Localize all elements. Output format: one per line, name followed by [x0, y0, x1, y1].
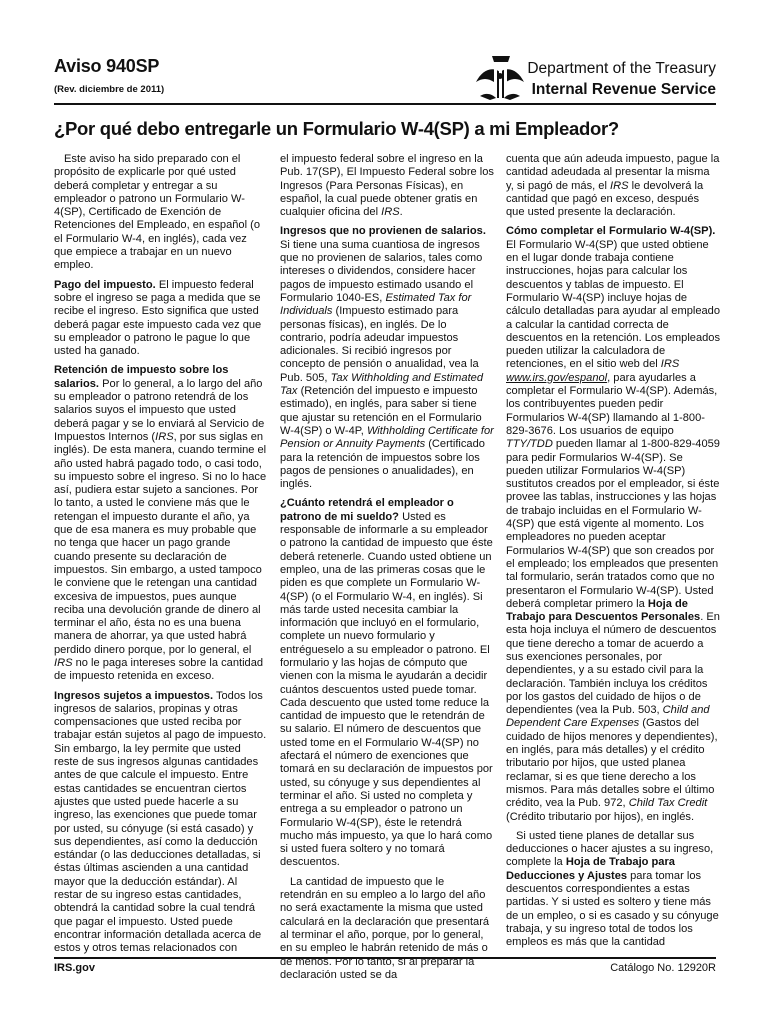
paragraph: La cantidad de impuesto que le retendrán en su empleo a lo largo del año no será exactamente la misma que usted calculará en la declaración que presentará al terminar el año, porque, por lo general, en su empleo le habrán retenido de más o de menos. Por lo tanto, si al preparar la declaración usted se da: [280, 875, 490, 981]
notice-title: Aviso 940SP: [54, 56, 160, 76]
paragraph: Ingresos sujetos a impuestos. Todos los ingresos de salarios, propinas y otras compensaciones que usted reciba por trabajar están sujetos al pago de impuesto. Sin embargo, la ley permite que usted reste de sus ingresos algunas cantidades antes de que calcule el impuesto. Entre estas cantidades se encuentran ciertos ajustes que usted puede hacerle a su ingreso, las exenciones que puede tomar por usted, su cónyuge (si está casado) y sus dependientes, así como la deducción estándar (o las deducciones detalladas, si éstas últimas ascienden a una cantidad mayor que la deducción estándar). Al restar de su ingreso estas cantidades, obtendrá la cantidad sobre la cual tendrá que pagar el impuesto. Usted puede encontrar información detallada acerca de estos y otros temas relacionados con: [54, 689, 267, 955]
section-heading: ¿Cuánto retendrá el empleador o patrono de mi sueldo?: [280, 497, 454, 523]
section-heading: Ingresos que no provienen de salarios.: [280, 225, 486, 238]
header-divider: [54, 103, 716, 105]
irs-eagle-logo-icon: [472, 52, 528, 104]
section-heading: Retención de impuesto sobre los salarios.: [54, 364, 229, 390]
section-heading: Pago del impuesto.: [54, 278, 156, 291]
irs-label: Internal Revenue Service: [531, 81, 716, 98]
revision-date: (Rev. diciembre de 2011): [54, 84, 165, 95]
paragraph: Ingresos que no provienen de salarios. Si tiene una suma cuantiosa de ingresos que no provienen de salarios, tales como intereses o dividendos, considere hacer pagos de impuesto estimado usando el Formulario 1040-ES, Estimated Tax for Individuals (Impuesto estimado para personas físicas), en inglés. De lo contrario, podría adeudar impuestos adicionales. Si recibió ingresos por concepto de pensión o anualidad, vea la Pub. 505, Tax Withholding and Estimated Tax (Retención del impuesto e impuesto estimado), en inglés, para saber si tiene que ajustar su retención en el Formulario W-4(SP) o W-4P, Withholding Certificate for Pension or Annuity Payments (Certificado para la retención de impuestos sobre los pagos de pensiones o anualidades), en inglés.: [280, 225, 494, 491]
text-column-1: [54, 153, 268, 962]
paragraph: Pago del impuesto. El impuesto federal sobre el ingreso se paga a medida que se recibe el ingreso. Esto significa que usted deberá pagar este impuesto cada vez que su empleador o patrono le pague lo que usted ha ganado.: [54, 278, 262, 358]
irs-website-link[interactable]: www.irs.gov/espanol: [506, 371, 608, 384]
section-heading: Ingresos sujetos a impuestos.: [54, 689, 214, 702]
issuing-agency: [527, 58, 716, 100]
paragraph: ¿Cuánto retendrá el empleador o patrono de mi sueldo? Usted es responsable de informarle a su empleador o patrono la cantidad de impuesto que éste deberá retenerle. Cuando usted obtiene un empleo, una de las primeras cosas que le piden es que complete un Formulario W-4(SP) (o el Formulario W-4, en inglés). Si más tarde usted necesita cambiar la información que incluyó en el formulario, complete un nuevo formulario y entrégueselo a su empleador o patrono. El formulario y las hojas de cómputo que vienen con la misma le ayudarán a decidir cuántos descuentos usted puede tomar. Cada descuento que usted tome reduce la cantidad de impuesto que le retendrán de su salario. El número de descuentos que usted tome en el Formulario W-4(SP) no afectará el número de exenciones que tomará en su declaración de impuestos por usted, su cónyuge y sus dependientes al terminar el año. Si usted no completa y entrega a su empleador o patrono un Formulario W-4(SP), éste le retendrá mucho más impuesto, ya que lo hará como si usted fuera soltero y no tomará descuentos.: [280, 497, 493, 869]
catalog-number: Catálogo No. 12920R: [610, 962, 716, 974]
paragraph: Retención de impuesto sobre los salarios. Por lo general, a lo largo del año su empleador o patrono retendrá de los salarios suyos el impuesto que usted deberá pagar y se lo enviará al Servicio de Impuestos Internos (IRS, por sus siglas en inglés). De esta manera, cuando termine el año usted habrá pagado todo, o casi todo, su impuesto sobre el ingreso. Si no lo hace así, pudiera estar sujeto a sanciones. Por lo tanto, a usted le conviene más que le retengan el impuesto durante el año, ya que de esa manera es muy probable que no tenga que hacer un pago grande cuando presente su declaración de impuestos. Sin embargo, a usted tampoco le conviene que le retengan una cantidad excesiva de impuestos, pues aunque reciba una devolución grande de dinero al terminar el año, ésta no es una buena manera de ahorrar, ya que usted habrá perdido dinero porque, por lo general, el IRS no le paga intereses sobre la cantidad de impuesto retenida en exceso.: [54, 364, 267, 683]
section-heading: Cómo completar el Formulario W-4(SP).: [506, 225, 716, 238]
footer-divider: [54, 957, 716, 959]
dept-treasury-label: Department of the Treasury: [527, 60, 716, 77]
paragraph: el impuesto federal sobre el ingreso en la Pub. 17(SP), El Impuesto Federal sobre los Ingresos (Para Personas Físicas), en español, la cual puede obtener gratis en cualquier oficina del IRS.: [280, 153, 494, 219]
paragraph: Este aviso ha sido preparado con el propósito de explicarle por qué usted deberá completar y entregar a su empleador o patrono un Formulario W-4(SP), Certificado de Exención de Retenciones del Empleado, en español (o el Formulario W-4, en inglés), cada vez que empiece a trabajar en un nuevo empleo.: [54, 153, 260, 272]
paragraph: Si usted tiene planes de detallar sus deducciones o hacer ajustes a su ingreso, complete la Hoja de Trabajo para Deducciones y Ajustes para tomar los descuentos correspondientes a estas partidas. Y si usted es soltero y tiene más de un empleo, o si es casado y su cónyuge trabaja, y su ingreso total de todos los empleos es más que la cantidad: [506, 829, 719, 949]
paragraph: cuenta que aún adeuda impuesto, pague la cantidad adeudada al presentar la misma y, si pagó de más, el IRS le devolverá la cantidad que pagó en exceso, después que usted presente la declaración.: [506, 153, 720, 219]
page-headline: ¿Por qué debo entregarle un Formulario W-4(SP) a mi Empleador?: [54, 118, 619, 139]
footer-website: IRS.gov: [54, 962, 95, 974]
text-column-2: [280, 153, 494, 988]
text-column-3: [506, 153, 720, 956]
paragraph: Cómo completar el Formulario W-4(SP). El Formulario W-4(SP) que usted obtiene en el lugar donde trabaja contiene instrucciones, hojas para calcular los descuentos y tablas de impuesto. El Formulario W-4(SP) incluye hojas de cálculo detalladas para ayudar al empleado a calcular la cantidad correcta de descuentos en la retención. Los empleados pueden utilizar la calculadora de retenciones, en el sitio web del IRS www.irs.gov/espanol, para ayudarles a completar el Formulario W-4(SP). Además, los contribuyentes pueden pedir Formularios W-4(SP) llamando al 1-800-829-3676. Los usuarios de equipo TTY/TDD pueden llamar al 1-800-829-4059 para pedir Formularios W-4(SP). Se pueden utilizar Formularios W-4(SP) sustitutos creados por el empleador, si éste provee las tablas, instrucciones y las hojas de trabajo incluidas en el Formulario W-4(SP) que está vigente al momento. Los empleadores no pueden aceptar Formularios W-4(SP) que son creados por el empleado; los empleados que presenten tal formulario, serán tratados como que no presentaron el Formulario W-4(SP). Usted deberá completar primero la Hoja de Trabajo para Descuentos Personales. En esta hoja incluya el número de descuentos que tiene derecho a tomar de acuerdo a sus exenciones personales, por dependientes, y a su estado civil para la declaración. También incluya los créditos por los gastos del cuidado de hijos o de dependientes (vea la Pub. 503, Child and Dependent Care Expenses (Gastos del cuidado de hijos menores y dependientes), en inglés, para más detalles) y el crédito tributario por hijos, que usted planea reclamar, si es que tiene derecho a los mismos. Para más detalles sobre el último crédito, vea la Pub. 972, Child Tax Credit (Crédito tributario por hijos), en inglés.: [506, 225, 721, 823]
